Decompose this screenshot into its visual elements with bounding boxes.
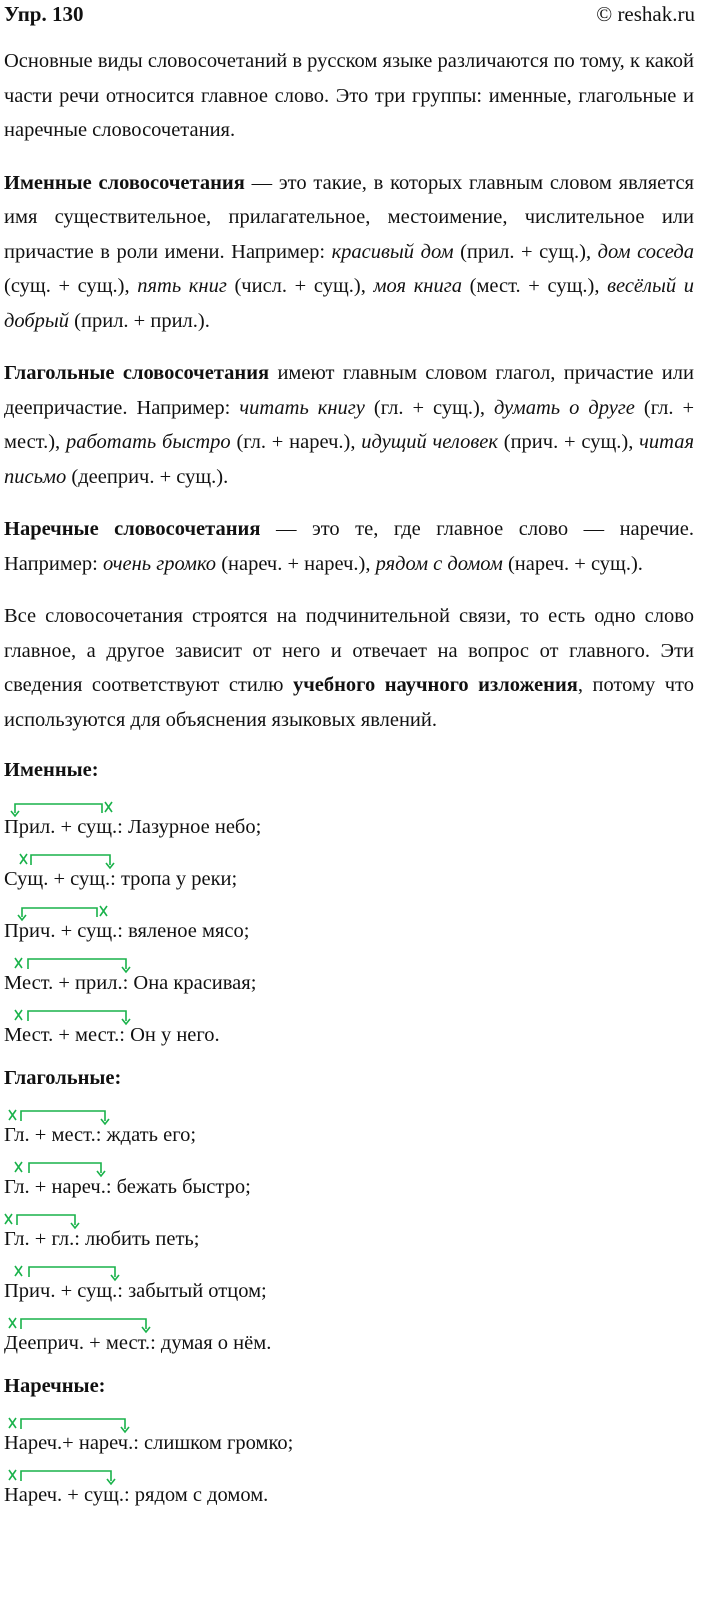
bold-term: Наречные словосочетания	[4, 518, 261, 540]
example-text: Сущ. + сущ.: тропа у реки;	[4, 868, 238, 890]
paragraph	[4, 44, 694, 148]
example-line	[4, 1415, 694, 1467]
example-phrase: весёлый и добрый	[4, 275, 694, 332]
dependency-diagram-icon	[4, 1415, 204, 1441]
page-header	[0, 0, 701, 34]
dependency-diagram-icon	[4, 851, 204, 877]
section-heading: Наречные:	[4, 1375, 106, 1397]
text-segment: имеют главным словом глагол, причастие или деепричастие. Например:	[4, 362, 694, 419]
dependency-diagram-icon	[4, 955, 204, 981]
dependency-diagram-icon	[4, 1007, 204, 1033]
example-phrase: думать о друге	[493, 396, 635, 419]
text-segment: — это те, где главное слово — наречие. Например:	[4, 518, 695, 575]
bold-term: учебного научного изложения	[292, 674, 578, 696]
text-segment: Все словосочетания строятся на подчинительной связи, то есть одно слово главное, а другое зависит от него и отвечает на вопрос от главного. Эти сведения соответствуют стилю	[4, 605, 694, 696]
example-phrase: дом соседа	[597, 240, 694, 263]
text-segment: , потому что используются для объяснения языковых явлений.	[4, 674, 694, 731]
example-text: Гл. + гл.: любить петь;	[4, 1228, 200, 1250]
text-segment: (прил. + прил.).	[69, 309, 210, 332]
example-text: Прил. + сущ.: Лазурное небо;	[4, 816, 262, 838]
example-phrase: читать книгу	[239, 396, 365, 419]
dependency-diagram-icon	[4, 1263, 204, 1289]
bold-term: Именные словосочетания	[4, 171, 245, 194]
example-text: Дееприч. + мест.: думая о нём.	[4, 1332, 272, 1354]
text-segment: (мест. + сущ.),	[461, 275, 608, 297]
text-segment: (дееприч. + сущ.).	[66, 465, 229, 488]
example-text: Гл. + мест.: ждать его;	[4, 1124, 197, 1146]
text-segment: (гл. + сущ.),	[364, 396, 494, 419]
example-text: Прич. + сущ.: забытый отцом;	[4, 1280, 267, 1302]
example-line	[4, 1159, 694, 1211]
example-phrase: работать быстро	[66, 431, 231, 453]
text-segment: (прил. + сущ.),	[453, 240, 598, 263]
dependency-diagram-icon	[4, 1211, 204, 1237]
example-text: Нареч.+ нареч.: слишком громко;	[4, 1432, 294, 1454]
text-segment: (нареч. + нареч.),	[216, 552, 376, 575]
dependency-diagram-icon	[4, 799, 204, 825]
example-phrase: читая письмо	[4, 431, 695, 488]
text-segment: (сущ. + сущ.),	[4, 275, 138, 297]
example-phrase: очень громко	[102, 552, 217, 575]
text-segment: (гл. + мест.),	[4, 396, 695, 453]
dependency-diagram-icon	[4, 1159, 204, 1185]
example-line	[4, 903, 694, 955]
example-text: Гл. + нареч.: бежать быстро;	[4, 1176, 251, 1198]
example-line	[4, 955, 694, 1007]
text-segment: — это такие, в которых главным словом является имя существительное, прилагательное, местоимение, числительное или причастие в роли имени. Например:	[4, 171, 694, 263]
example-text: Мест. + мест.: Он у него.	[4, 1024, 220, 1046]
example-phrase: рядом с домом	[375, 552, 503, 575]
paragraph	[4, 356, 694, 494]
example-line	[4, 1467, 694, 1519]
example-phrase: пять книг	[137, 275, 227, 297]
dependency-diagram-icon	[4, 1315, 204, 1341]
example-line	[4, 1211, 694, 1263]
example-line	[4, 1315, 694, 1367]
example-line	[4, 1263, 694, 1315]
example-line	[4, 1107, 694, 1159]
dependency-diagram-icon	[4, 1107, 204, 1133]
example-line	[4, 1007, 694, 1059]
dependency-diagram-icon	[4, 903, 204, 929]
answer-content	[4, 44, 694, 1523]
paragraph	[4, 512, 694, 581]
text-segment: (гл. + нареч.),	[230, 431, 362, 453]
text-segment: (числ. + сущ.),	[226, 275, 374, 297]
example-text: Прич. + сущ.: вяленое мясо;	[4, 920, 250, 942]
example-text: Нареч. + сущ.: рядом с домом.	[4, 1484, 269, 1506]
section-heading: Глагольные:	[4, 1067, 122, 1089]
bold-term: Глагольные словосочетания	[4, 362, 270, 384]
paragraph	[4, 166, 694, 339]
text-segment: (нареч. + сущ.).	[502, 552, 643, 575]
section-heading: Именные:	[4, 759, 99, 781]
exercise-number: Упр. 130	[4, 2, 84, 26]
example-phrase: идущий человек	[361, 431, 498, 453]
example-phrase: моя книга	[373, 275, 462, 297]
example-line	[4, 851, 694, 903]
example-phrase: красивый дом	[331, 240, 454, 263]
example-text: Мест. + прил.: Она красивая;	[4, 972, 257, 994]
text-segment: (прич. + сущ.),	[497, 431, 640, 453]
example-line	[4, 799, 694, 851]
paragraph	[4, 599, 694, 737]
site-credit: © reshak.ru	[596, 2, 695, 26]
text-segment: Основные виды словосочетаний в русском языке различаются по тому, к какой части речи относится главное слово. Это три группы: именные, глагольные и наречные словосочетания.	[4, 50, 694, 141]
dependency-diagram-icon	[4, 1467, 204, 1493]
